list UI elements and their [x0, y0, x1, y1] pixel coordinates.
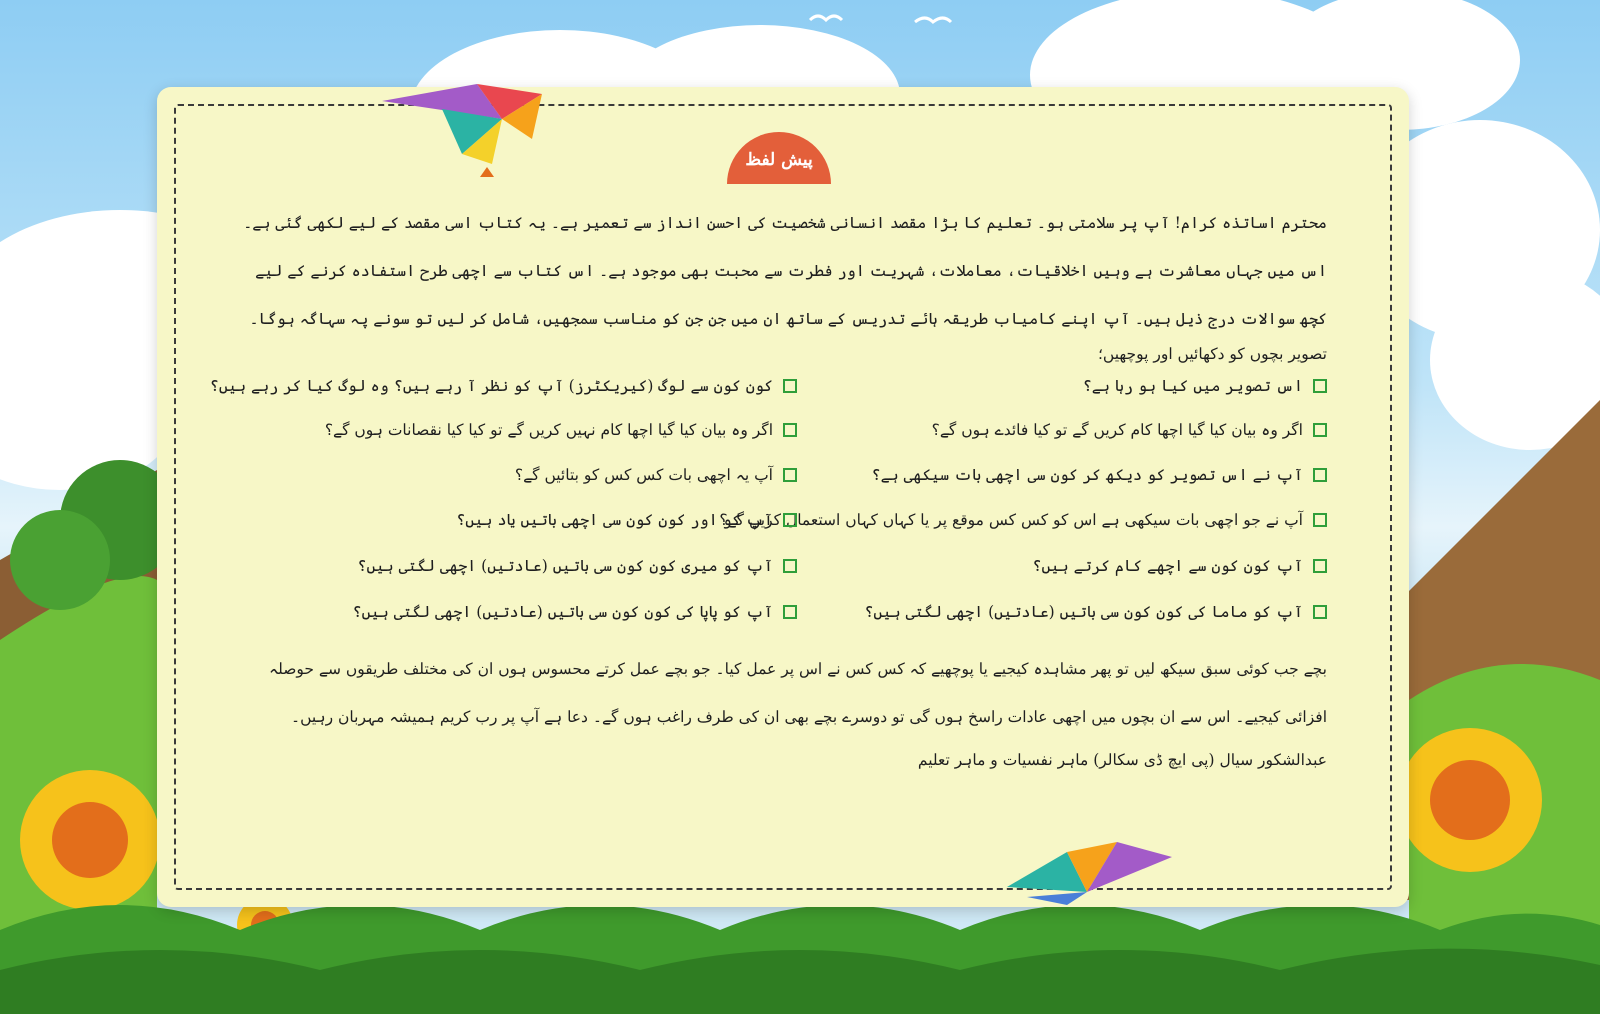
checkbox-icon [783, 513, 797, 527]
list-item: اگر وہ بیان کیا گیا اچھا کام کریں گے تو کیا فائدے ہوں گے؟ [932, 421, 1327, 439]
list-item: آپ نے اس تصویر کو دیکھ کر کون سی اچھی بات سیکھی ہے؟ [872, 466, 1328, 484]
list-item: کون کون سے لوگ (کیریکٹرز) آپ کو نظر آ رہے ہیں؟ وہ لوگ کیا کر رہے ہیں؟ [210, 377, 797, 395]
checkbox-icon [783, 468, 797, 482]
checkbox-icon [783, 559, 797, 573]
intro-paragraph: محترم اساتذہ کرام! آپ پر سلامتی ہو۔ تعلیم کا بڑا مقصد انسانی شخصیت کی احسن انداز سے تعمیر ہے۔ یہ کتاب اسی مقصد کے لیے لکھی گئی ہے۔ اس میں جہاں معاشرت ہے وہیں اخلاقیات، معاملات، شہریت اور فطرت سے محبت بھی موجود ہے۔ اس کتاب سے اچھی طرح استفادہ کرنے کے لیے کچھ سوالات درج ذیل ہیں۔ آپ اپنے کامیاب طریقہ ہائے تدریس کے ساتھ ان میں جن جن کو مناسب سمجھیں، شامل کر لیں تو سونے پہ سہاگہ ہوگا۔ [243, 214, 1327, 328]
list-item: آپ یہ اچھی بات کس کس کو بتائیں گے؟ [515, 466, 797, 484]
checkbox-icon [783, 605, 797, 619]
checkbox-icon [1313, 423, 1327, 437]
page-title: پیش لفظ [727, 132, 831, 184]
list-item: اس تصویر میں کیا ہو رہا ہے؟ [1083, 377, 1327, 395]
checkbox-icon [1313, 468, 1327, 482]
closing-paragraph: بچے جب کوئی سبق سیکھ لیں تو پھر مشاہدہ کیجیے یا پوچھیے کہ کس کس نے اس پر عمل کیا۔ جو بچے عمل کرتے محسوس ہوں ان کی مختلف طریقوں سے حوصلہ افزائی کیجیے۔ اس سے ان بچوں میں اچھی عادات راسخ ہوں گی تو دوسرے بچے بھی ان کی طرف راغب ہوں گے۔ دعا ہے آپ پر رب کریم ہمیشہ مہربان رہیں۔ [269, 660, 1327, 726]
kite-icon [382, 79, 552, 179]
prompt-line: تصویر بچوں کو دکھائیں اور پوچھیں؛ [1097, 345, 1327, 363]
checkbox-icon [1313, 605, 1327, 619]
foreword-panel [157, 87, 1409, 907]
list-item: آپ کو پاپا کی کون کون سی باتیں (عادتیں) اچھی لگتی ہیں؟ [353, 603, 798, 621]
list-item: آپ کو میری کون کون سی باتیں (عادتیں) اچھی لگتی ہیں؟ [357, 557, 797, 575]
list-item: آپ کون کون سے اچھے کام کرتے ہیں؟ [1032, 557, 1327, 575]
checkbox-icon [783, 423, 797, 437]
checkbox-icon [1313, 513, 1327, 527]
list-item: آپ کو اور کون کون سی اچھی باتیں یاد ہیں؟ [456, 511, 797, 529]
list-item: آپ نے جو اچھی بات سیکھی ہے اس کو کس کس موقع پر یا کہاں کہاں استعمال کریں گے؟ [719, 511, 1327, 529]
checkbox-icon [1313, 559, 1327, 573]
list-item: آپ کو ماما کی کون کون سی باتیں (عادتیں) اچھی لگتی ہیں؟ [864, 603, 1327, 621]
list-item: اگر وہ بیان کیا گیا اچھا کام نہیں کریں گے تو کیا کیا نقصانات ہوں گے؟ [325, 421, 797, 439]
checkbox-icon [1313, 379, 1327, 393]
checkbox-icon [783, 379, 797, 393]
author-signature: عبدالشکور سیال (پی ایچ ڈی سکالر) ماہر نفسیات و ماہر تعلیم [917, 751, 1327, 769]
kite-icon [1007, 837, 1177, 907]
